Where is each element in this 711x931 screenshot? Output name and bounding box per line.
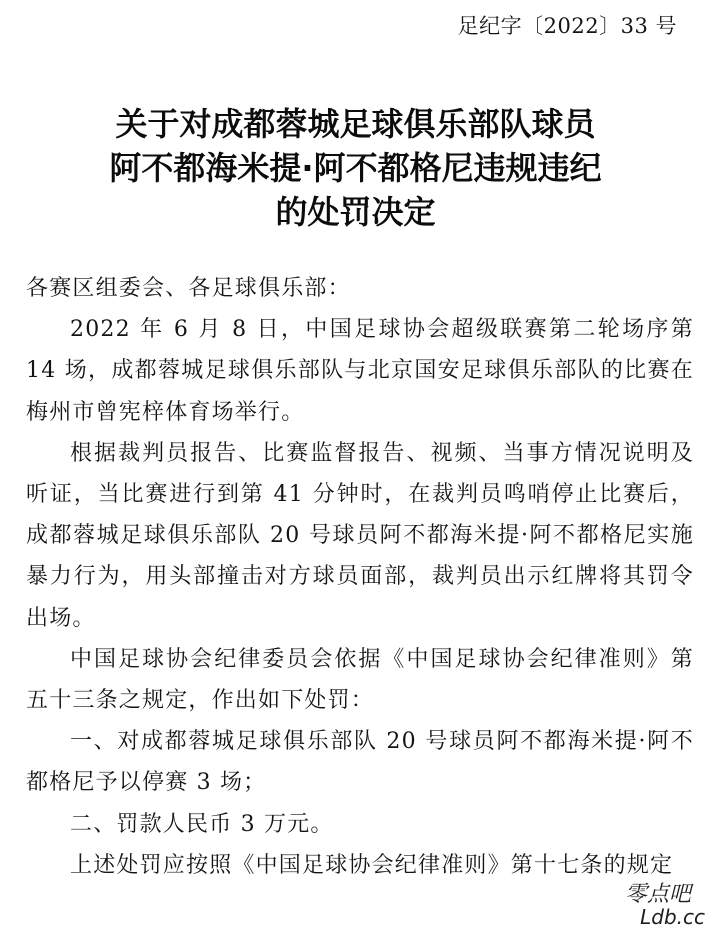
penalty-item-1: 一、对成都蓉城足球俱乐部队 20 号球员阿不都海米提·阿不都格尼予以停赛 3 场；: [26, 729, 694, 796]
title-line-3: 的处罚决定: [275, 193, 436, 231]
watermark-url: Ldb.cc: [640, 905, 705, 929]
watermark: [587, 877, 705, 929]
watermark-name: 零点吧: [624, 882, 691, 907]
document-number: 足纪字〔2022〕33 号: [457, 14, 677, 38]
paragraph-enforcement: 上述处罚应按照《中国足球协会纪律准则》第十七条的规定: [70, 852, 674, 878]
document-title: [0, 102, 711, 234]
title-line-2: 阿不都海米提·阿不都格尼违规违纪: [109, 149, 602, 187]
title-line-1: 关于对成都蓉城足球俱乐部队球员: [115, 105, 596, 143]
paragraph-match-info: 2022 年 6 月 8 日，中国足球协会超级联赛第二轮场序第 14 场，成都蓉城足球俱乐部队与北京国安足球俱乐部队的比赛在梅州市曾宪梓体育场举行。: [26, 317, 694, 425]
penalty-item-2: 二、罚款人民币 3 万元。: [70, 811, 334, 837]
paragraph-basis: 中国足球协会纪律委员会依据《中国足球协会纪律准则》第五十三条之规定，作出如下处罚：: [26, 646, 694, 714]
document-body: [26, 268, 694, 886]
salutation: 各赛区组委会、各足球俱乐部：: [26, 276, 351, 301]
paragraph-incident: 根据裁判员报告、比赛监督报告、视频、当事方情况说明及听证，当比赛进行到第 41 分钟时，在裁判员鸣哨停止比赛后，成都蓉城足球俱乐部队 20 号球员阿不都海米提·阿不都格尼实施暴力行为，用头部撞击对方球员面部，裁判员出示红牌将其罚令出场。: [26, 440, 694, 631]
